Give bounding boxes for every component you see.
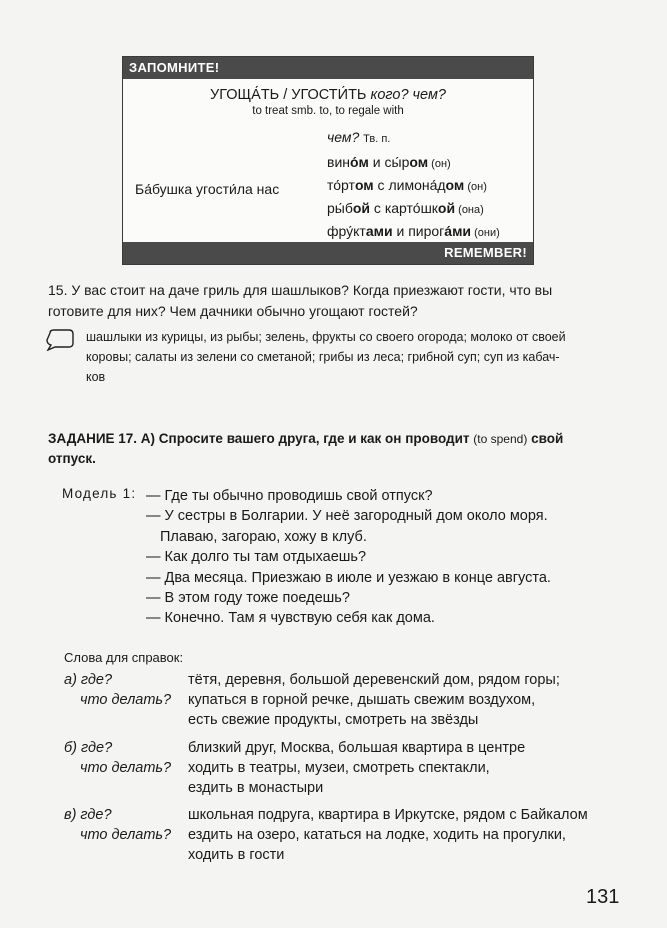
dialog-line: Плаваю, загораю, хожу в клуб. [160, 528, 367, 545]
verb-translation: to treat smb. to, to regale with [252, 105, 404, 117]
instrumental-form-line [327, 152, 500, 175]
page-number: 131 [586, 886, 620, 908]
case-ending: ой [352, 200, 371, 216]
remember-box-header [123, 57, 533, 79]
task-17-heading [48, 429, 623, 469]
pronoun-note: (они) [471, 227, 500, 239]
task-17-text-c: свой [531, 431, 564, 446]
verb-heading [123, 87, 533, 103]
word-stem: и пирог [392, 223, 445, 239]
model-label: Модель 1: [62, 486, 137, 501]
where-label: б) где? [64, 740, 113, 756]
group-a-line-3: есть свежие продукты, смотреть на звёзды [188, 712, 479, 728]
dialog-line: — Конечно. Там я чувствую себя как дома. [146, 610, 435, 627]
exercise-15-hint [86, 327, 626, 387]
dialog-line: — У сестры в Болгарии. У неё загородный дом около моря. [146, 508, 548, 525]
hint-line-2: коровы; салаты из зелени со сметаной; грибы из леса; грибной суп; суп из кабач- [86, 350, 560, 364]
case-note: Тв. п. [363, 133, 391, 145]
dialog-line: — Где ты обычно проводишь свой отпуск? [146, 488, 433, 504]
pronoun-note: (он) [428, 158, 451, 170]
instrumental-form-line [327, 221, 500, 244]
word-stem: с лимона́д [373, 177, 446, 193]
where-label: в) где? [64, 807, 112, 823]
case-ending: о́м [350, 154, 369, 170]
task-17-text-a: ЗАДАНИЕ 17. А) Спросите вашего друга, где и как он проводит [48, 431, 470, 446]
remember-box-footer [123, 242, 533, 264]
pronoun-note: (он) [464, 181, 487, 193]
remember-footer-text: REMEMBER! [444, 245, 527, 260]
hint-line-1: шашлыки из курицы, из рыбы; зелень, фрукты со своего огорода; молоко от своей [86, 330, 566, 344]
word-stem: и сы́р [368, 154, 410, 170]
reference-group-b [64, 738, 624, 800]
group-b-line-1: близкий друг, Москва, большая квартира в центре [188, 740, 526, 756]
exercise-15-line-2: готовите для них? Чем дачники обычно угощают гостей? [48, 303, 418, 319]
group-b-line-2: ходить в театры, музеи, смотреть спектакли, [188, 760, 490, 776]
instrumental-forms-list [327, 152, 500, 244]
word-stem: фру́кт [327, 223, 366, 239]
remember-header-text: ЗАПОМНИТЕ! [129, 60, 220, 75]
group-c-line-3: ходить в гости [188, 847, 285, 863]
case-ending: ом [445, 177, 465, 193]
case-question-line [327, 129, 390, 145]
dialog-line: — Как долго ты там отдыхаешь? [146, 549, 367, 566]
group-a-line-1: тётя, деревня, большой деревенский дом, рядом горы; [188, 672, 560, 688]
instrumental-form-line [327, 175, 500, 198]
word-stem: то́рт [327, 177, 355, 193]
exercise-15-question [48, 280, 628, 322]
speech-bubble-icon [44, 329, 74, 351]
what-label: что делать? [80, 760, 172, 776]
exercise-15-line-1: 15. У вас стоит на даче гриль для шашлыков? Когда приезжают гости, что вы [48, 282, 553, 298]
case-ending: ом [354, 177, 374, 193]
case-ending: ой [437, 200, 456, 216]
case-question: чем? [327, 129, 360, 145]
verb-text: УГОЩА́ТЬ / УГОСТИ́ТЬ [210, 87, 367, 103]
verb-question: кого? чем? [370, 87, 446, 103]
model-dialog [146, 486, 551, 629]
task-17-english-gloss: (to spend) [473, 432, 528, 446]
reference-group-a [64, 670, 624, 732]
task-17-text-line-2: отпуск. [48, 451, 96, 466]
group-c-line-2: ездить на озеро, кататься на лодке, ходить на прогулки, [188, 827, 566, 843]
group-b-line-3: ездить в монастыри [188, 780, 324, 796]
what-label: что делать? [80, 692, 172, 708]
remember-box [122, 56, 534, 265]
case-ending: ом [409, 154, 429, 170]
word-stem: ры́б [327, 200, 353, 216]
pronoun-note: (она) [455, 204, 484, 216]
dialog-line: — В этом году тоже поедешь? [146, 590, 350, 607]
group-c-line-1: школьная подруга, квартира в Иркутске, рядом с Байкалом [188, 807, 588, 823]
instrumental-form-line [327, 198, 500, 221]
word-stem: с карто́шк [370, 200, 438, 216]
case-ending: а́ми [444, 223, 472, 239]
subject-phrase: Ба́бушка угости́ла нас [135, 181, 280, 197]
group-a-line-2: купаться в горной речке, дышать свежим воздухом, [188, 692, 536, 708]
reference-group-c [64, 805, 634, 867]
case-ending: ами [365, 223, 393, 239]
dialog-line: — Два месяца. Приезжаю в июле и уезжаю в конце августа. [146, 569, 551, 586]
what-label: что делать? [80, 827, 172, 843]
where-label: а) где? [64, 672, 113, 688]
word-stem: вин [327, 154, 350, 170]
hint-line-3: ков [86, 370, 106, 384]
reference-words-title: Слова для справок: [64, 650, 184, 665]
